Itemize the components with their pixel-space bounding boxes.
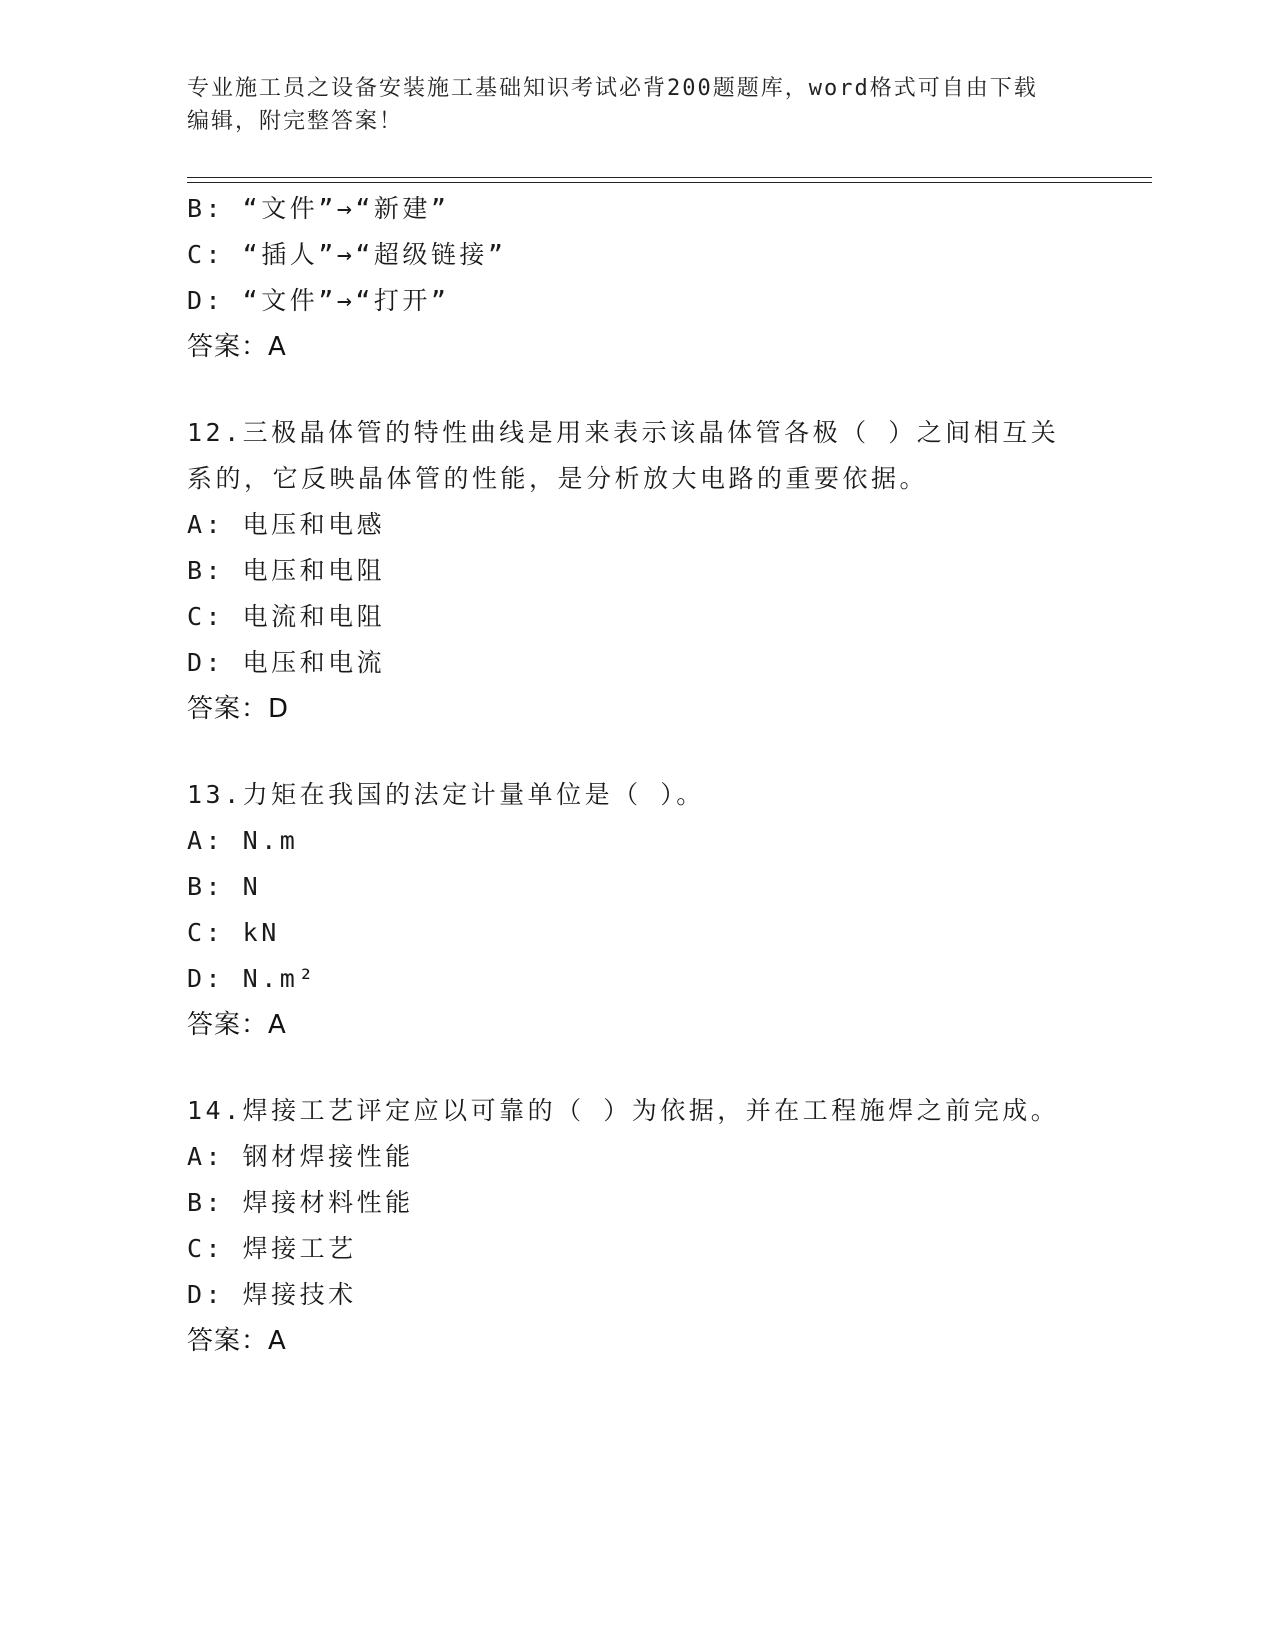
document-body bbox=[187, 186, 1147, 1364]
question-stem-line-1: 12.三极晶体管的特性曲线是用来表示该晶体管各极（ ）之间相互关 bbox=[187, 418, 1060, 447]
header-rule-bottom bbox=[187, 182, 1152, 183]
option-d bbox=[187, 956, 1147, 1002]
option-text: N bbox=[242, 872, 262, 901]
option-c bbox=[187, 910, 1147, 956]
answer-line: 答案：A bbox=[187, 1326, 287, 1356]
option-text: “文件”→“打开” bbox=[242, 286, 450, 315]
header-line-1: 专业施工员之设备安装施工基础知识考试必背200题题库，word格式可自由下载 bbox=[187, 76, 1038, 101]
option-label: C: bbox=[187, 240, 225, 269]
option-a bbox=[187, 502, 1147, 548]
option-b bbox=[187, 1180, 1147, 1226]
header-line-2: 编辑，附完整答案！ bbox=[187, 109, 404, 134]
option-c bbox=[187, 594, 1147, 640]
answer-line: 答案：A bbox=[187, 1010, 287, 1040]
option-text: 电压和电阻 bbox=[242, 556, 386, 585]
option-label: C: bbox=[187, 602, 225, 631]
option-d bbox=[187, 1272, 1147, 1318]
option-text: “文件”→“新建” bbox=[242, 194, 450, 223]
option-c bbox=[187, 1226, 1147, 1272]
question-11-continuation bbox=[187, 186, 1147, 370]
option-a bbox=[187, 818, 1147, 864]
option-label: D: bbox=[187, 648, 225, 677]
question-12 bbox=[187, 410, 1147, 732]
question-13 bbox=[187, 772, 1147, 1048]
option-text: 电流和电阻 bbox=[242, 602, 386, 631]
option-label: A: bbox=[187, 1142, 225, 1171]
option-a bbox=[187, 1134, 1147, 1180]
option-label: B: bbox=[187, 872, 225, 901]
option-b bbox=[187, 548, 1147, 594]
option-d bbox=[187, 640, 1147, 686]
option-text: 电压和电流 bbox=[242, 648, 386, 677]
option-d bbox=[187, 278, 1147, 324]
option-label: B: bbox=[187, 556, 225, 585]
option-label: D: bbox=[187, 1280, 225, 1309]
option-label: A: bbox=[187, 826, 225, 855]
option-label: D: bbox=[187, 286, 225, 315]
document-header bbox=[187, 72, 1067, 138]
question-stem-line-1: 14.焊接工艺评定应以可靠的（ ）为依据，并在工程施焊之前完成。 bbox=[187, 1096, 1060, 1125]
header-rule-top bbox=[187, 177, 1152, 178]
option-label: B: bbox=[187, 194, 225, 223]
option-label: B: bbox=[187, 1188, 225, 1217]
question-stem-line-2: 系的，它反映晶体管的性能，是分析放大电路的重要依据。 bbox=[187, 464, 929, 493]
option-text: kN bbox=[242, 918, 280, 947]
answer-line: 答案：A bbox=[187, 332, 287, 362]
option-text: 电压和电感 bbox=[242, 510, 386, 539]
option-text: 焊接材料性能 bbox=[242, 1188, 414, 1217]
question-stem-line-1: 13.力矩在我国的法定计量单位是（ ）。 bbox=[187, 780, 705, 809]
option-text: N.m bbox=[242, 826, 299, 855]
option-label: D: bbox=[187, 964, 225, 993]
option-b bbox=[187, 186, 1147, 232]
option-text: N.m² bbox=[242, 964, 317, 993]
option-c bbox=[187, 232, 1147, 278]
option-text: 焊接工艺 bbox=[242, 1234, 357, 1263]
question-14 bbox=[187, 1088, 1147, 1364]
option-label: C: bbox=[187, 1234, 225, 1263]
option-text: 焊接技术 bbox=[242, 1280, 357, 1309]
option-text: “插人”→“超级链接” bbox=[242, 240, 507, 269]
option-label: A: bbox=[187, 510, 225, 539]
option-b bbox=[187, 864, 1147, 910]
option-text: 钢材焊接性能 bbox=[242, 1142, 414, 1171]
answer-line: 答案：D bbox=[187, 694, 290, 724]
option-label: C: bbox=[187, 918, 225, 947]
